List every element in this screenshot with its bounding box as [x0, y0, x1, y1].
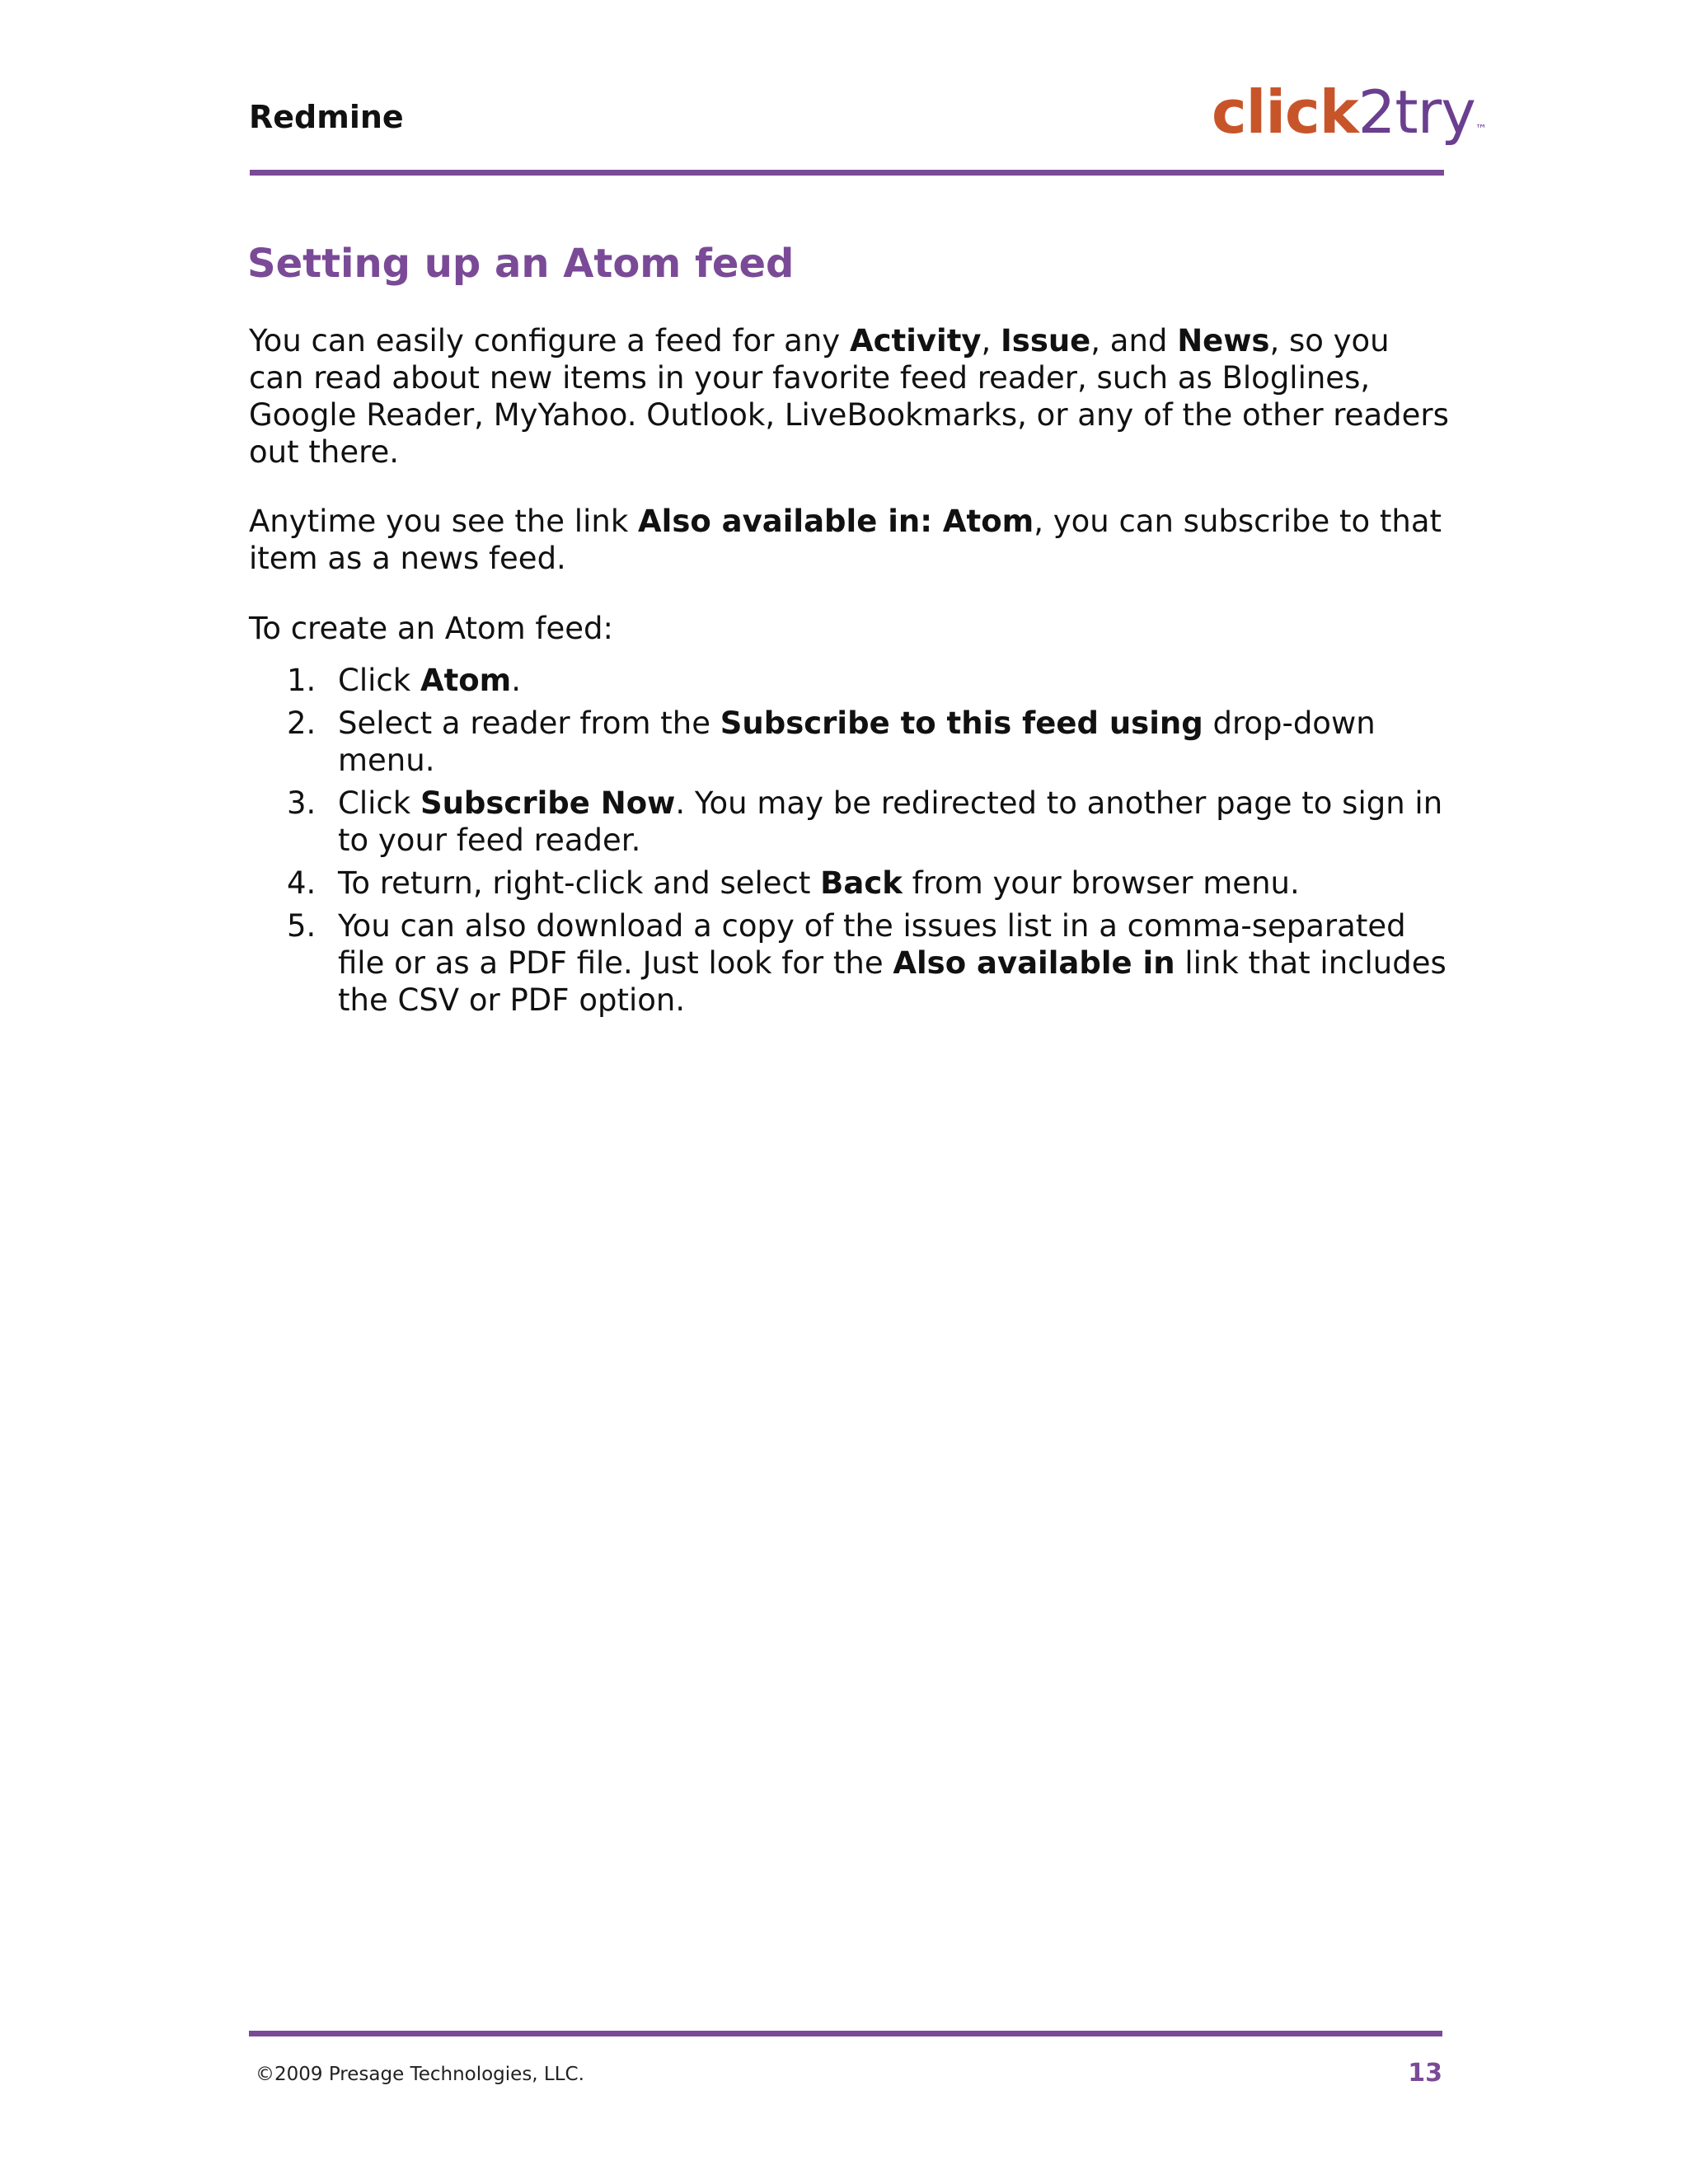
term-also-available-atom: Also available in: Atom [638, 504, 1034, 539]
logo-text-click: click [1212, 77, 1358, 147]
step-number: 1. [287, 663, 316, 698]
logo-trademark: ™ [1475, 123, 1486, 136]
section-heading: Setting up an Atom feed [247, 241, 795, 287]
term-news: News [1177, 323, 1270, 359]
list-item: 2. Select a reader from the Subscribe to this feed using drop-down menu. [287, 705, 1376, 778]
subscribe-paragraph: Anytime you see the link Also available in: Atom, you can subscribe to that item as a news feed. [249, 504, 1442, 576]
term-activity: Activity [849, 323, 982, 359]
list-item: 5. You can also download a copy of the issues list in a comma-separated file or as a PDF file. Just look for the Also available in link that includes the CSV or PDF option. [287, 908, 1447, 1018]
header-divider [250, 170, 1444, 176]
logo-text-2try: 2try [1357, 77, 1475, 147]
step-number: 2. [287, 705, 316, 741]
list-item: 3. Click Subscribe Now. You may be redirected to another page to sign in to your feed reader. [287, 785, 1443, 858]
document-title: Redmine [249, 99, 404, 135]
list-item: 1. Click Atom. [287, 663, 521, 698]
intro-paragraph: You can easily configure a feed for any Activity, Issue, and News, so you can read about new items in your favorite feed reader, such as Bloglines, Google Reader, MyYahoo. Outlook, LiveBookmarks, or any of the other readers out there. [249, 323, 1449, 470]
steps-intro: To create an Atom feed: [249, 611, 613, 646]
step-number: 4. [287, 865, 316, 901]
step-number: 3. [287, 785, 316, 821]
term-issue: Issue [1001, 323, 1091, 359]
footer-divider [249, 2031, 1442, 2036]
click2try-logo [1212, 77, 1486, 147]
copyright-text: ©2009 Presage Technologies, LLC. [256, 2064, 584, 2085]
list-item: 4. To return, right-click and select Back from your browser menu. [287, 865, 1300, 901]
page-number: 13 [1408, 2059, 1442, 2088]
step-number: 5. [287, 908, 316, 944]
steps-list [249, 662, 1452, 1024]
